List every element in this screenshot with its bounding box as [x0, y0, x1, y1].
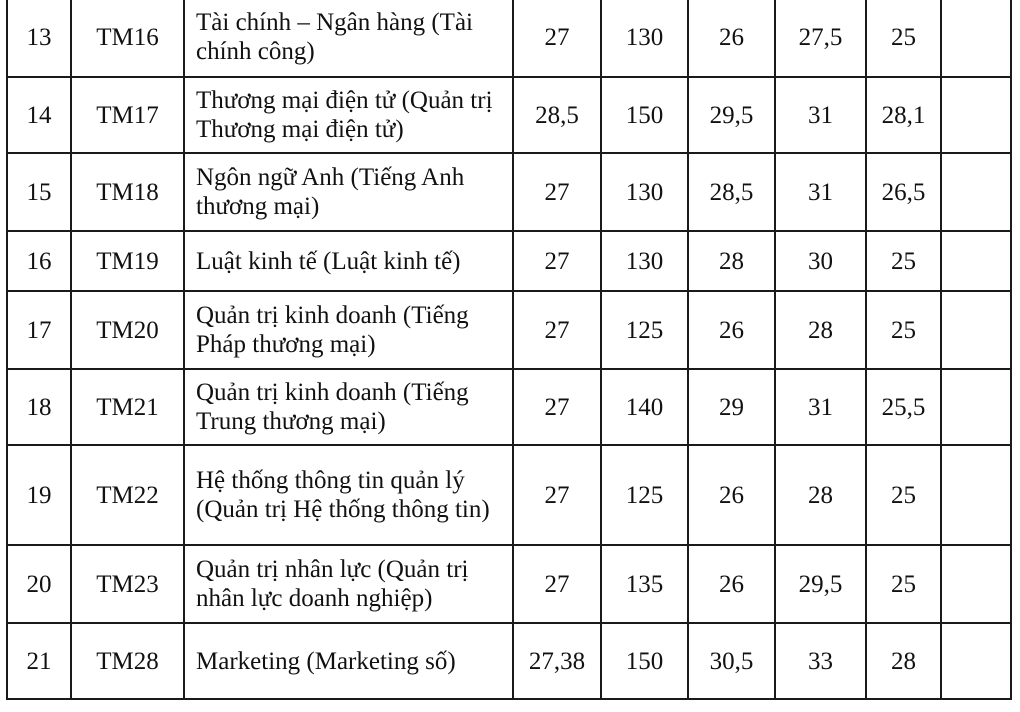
- score-cell-6: [941, 0, 1011, 77]
- score-cell-5: 25: [866, 445, 941, 545]
- score-cell-2: 130: [601, 153, 688, 231]
- major-name-cell: Quản trị kinh doanh (Tiếng Trung thương mại): [184, 369, 513, 445]
- score-cell-4: 31: [775, 369, 866, 445]
- score-cell-2: 150: [601, 77, 688, 153]
- score-cell-4: 30: [775, 231, 866, 291]
- score-cell-6: [941, 623, 1011, 699]
- score-cell-3: 28,5: [688, 153, 775, 231]
- score-cell-2: 140: [601, 369, 688, 445]
- score-cell-5: 25: [866, 231, 941, 291]
- score-cell-5: 25,5: [866, 369, 941, 445]
- score-cell-1: 27: [513, 231, 601, 291]
- score-cell-2: 130: [601, 0, 688, 77]
- score-cell-6: [941, 77, 1011, 153]
- major-name-cell: Tài chính – Ngân hàng (Tài chính công): [184, 0, 513, 77]
- score-cell-4: 31: [775, 153, 866, 231]
- score-cell-5: 28: [866, 623, 941, 699]
- score-cell-6: [941, 153, 1011, 231]
- score-cell-5: 25: [866, 545, 941, 623]
- row-index-cell: 20: [7, 545, 71, 623]
- major-code-cell: TM28: [71, 623, 184, 699]
- row-index-cell: 21: [7, 623, 71, 699]
- score-cell-3: 26: [688, 445, 775, 545]
- major-code-cell: TM19: [71, 231, 184, 291]
- score-cell-3: 26: [688, 0, 775, 77]
- score-cell-2: 125: [601, 445, 688, 545]
- score-cell-1: 27: [513, 545, 601, 623]
- score-cell-6: [941, 231, 1011, 291]
- major-code-cell: TM20: [71, 291, 184, 369]
- score-cell-6: [941, 369, 1011, 445]
- score-cell-1: 27: [513, 291, 601, 369]
- score-cell-2: 150: [601, 623, 688, 699]
- score-cell-2: 125: [601, 291, 688, 369]
- table-row: [7, 623, 1011, 699]
- score-cell-4: 33: [775, 623, 866, 699]
- table-row: [7, 153, 1011, 231]
- major-name-cell: Ngôn ngữ Anh (Tiếng Anh thương mại): [184, 153, 513, 231]
- table-row: [7, 0, 1011, 77]
- major-name-cell: Luật kinh tế (Luật kinh tế): [184, 231, 513, 291]
- score-cell-4: 28: [775, 445, 866, 545]
- score-cell-3: 26: [688, 545, 775, 623]
- table-body: [7, 0, 1011, 699]
- score-cell-4: 27,5: [775, 0, 866, 77]
- table-row: [7, 291, 1011, 369]
- score-cell-2: 135: [601, 545, 688, 623]
- score-cell-1: 27: [513, 153, 601, 231]
- row-index-cell: 16: [7, 231, 71, 291]
- score-cell-4: 31: [775, 77, 866, 153]
- table-row: [7, 77, 1011, 153]
- score-cell-1: 28,5: [513, 77, 601, 153]
- table-row: [7, 369, 1011, 445]
- score-cell-3: 26: [688, 291, 775, 369]
- score-cell-3: 30,5: [688, 623, 775, 699]
- row-index-cell: 18: [7, 369, 71, 445]
- major-code-cell: TM21: [71, 369, 184, 445]
- row-index-cell: 15: [7, 153, 71, 231]
- major-code-cell: TM23: [71, 545, 184, 623]
- score-cell-1: 27,38: [513, 623, 601, 699]
- score-cell-1: 27: [513, 0, 601, 77]
- score-cell-2: 130: [601, 231, 688, 291]
- score-cell-5: 25: [866, 0, 941, 77]
- score-cell-5: 28,1: [866, 77, 941, 153]
- row-index-cell: 17: [7, 291, 71, 369]
- major-name-cell: Quản trị kinh doanh (Tiếng Pháp thương mại): [184, 291, 513, 369]
- major-name-cell: Thương mại điện tử (Quản trị Thương mại điện tử): [184, 77, 513, 153]
- score-cell-3: 28: [688, 231, 775, 291]
- score-cell-3: 29: [688, 369, 775, 445]
- admission-table-container: [6, 0, 1012, 700]
- major-name-cell: Hệ thống thông tin quản lý (Quản trị Hệ thống thông tin): [184, 445, 513, 545]
- major-name-cell: Marketing (Marketing số): [184, 623, 513, 699]
- row-index-cell: 13: [7, 0, 71, 77]
- table-row: [7, 545, 1011, 623]
- major-code-cell: TM16: [71, 0, 184, 77]
- major-code-cell: TM18: [71, 153, 184, 231]
- major-name-cell: Quản trị nhân lực (Quản trị nhân lực doanh nghiệp): [184, 545, 513, 623]
- score-cell-1: 27: [513, 369, 601, 445]
- row-index-cell: 19: [7, 445, 71, 545]
- score-cell-6: [941, 545, 1011, 623]
- score-cell-5: 25: [866, 291, 941, 369]
- score-cell-4: 28: [775, 291, 866, 369]
- score-cell-6: [941, 291, 1011, 369]
- score-cell-3: 29,5: [688, 77, 775, 153]
- row-index-cell: 14: [7, 77, 71, 153]
- table-row: [7, 445, 1011, 545]
- score-cell-5: 26,5: [866, 153, 941, 231]
- score-cell-1: 27: [513, 445, 601, 545]
- table-row: [7, 231, 1011, 291]
- major-code-cell: TM17: [71, 77, 184, 153]
- score-cell-6: [941, 445, 1011, 545]
- admission-score-table: [6, 0, 1012, 700]
- score-cell-4: 29,5: [775, 545, 866, 623]
- major-code-cell: TM22: [71, 445, 184, 545]
